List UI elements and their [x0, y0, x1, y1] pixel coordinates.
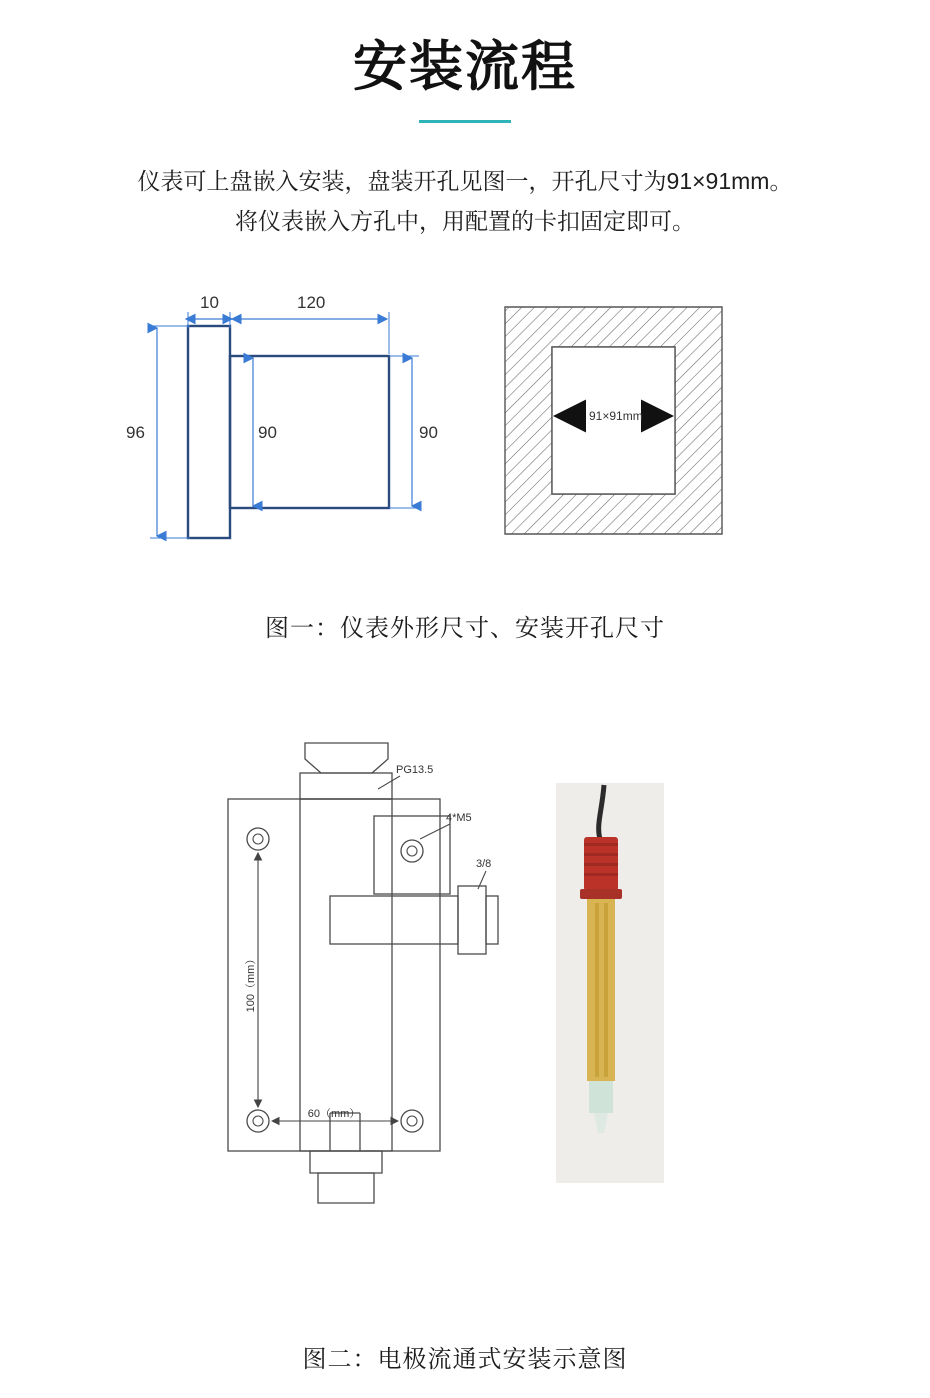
figure-two-graphic: [0, 721, 930, 1301]
electrode-photo: [556, 783, 664, 1183]
outlet-flange: [458, 886, 486, 954]
dim-label-body-height-right: 90: [419, 422, 438, 442]
mounting-screw-holes: [247, 828, 423, 1132]
leader-line-pg135: [378, 776, 400, 789]
dim-label-width: 60（mm）: [307, 1107, 361, 1120]
intro-paragraph: [75, 161, 855, 242]
screw-hole-top-right: [401, 840, 423, 862]
page-title: 安装流程: [353, 37, 577, 97]
screw-hole-bottom-right: [401, 1110, 423, 1132]
electrode-tip-collar: [589, 1081, 613, 1113]
label-screws: 4*M5: [446, 811, 472, 824]
dim-label-bezel-height: 96: [126, 422, 145, 442]
dim-label-body-height-left: 90: [258, 422, 277, 442]
figure-one-caption: 图一：仪表外形尺寸、安装开孔尺寸: [265, 614, 665, 642]
electrode-inner-rod-2: [604, 903, 608, 1077]
mounting-plate-outline: [228, 799, 440, 1151]
leader-line-screws: [420, 824, 450, 839]
outlet-thread-3-8: [486, 896, 498, 944]
bottom-stub-lower: [318, 1173, 374, 1203]
dim-label-depth-front: 10: [200, 293, 219, 312]
figure-two-caption: 图二：电极流通式安装示意图: [302, 1345, 628, 1373]
meter-body-outline: [230, 356, 389, 508]
cap-thread-4: [584, 873, 618, 876]
screw-hole-top-right-inner: [407, 846, 417, 856]
electrode-glass-body: [587, 899, 615, 1081]
cap-thread-3: [584, 863, 618, 866]
outlet-branch: [330, 896, 458, 944]
screw-hole-top-left: [247, 828, 269, 850]
figure-one-graphic: [0, 294, 930, 594]
flow-cell-body-outline: [300, 799, 392, 1151]
meter-bezel-outline: [188, 326, 230, 538]
figure-two-svg: [0, 721, 930, 1281]
intro-line-2: 将仪表嵌入方孔中，用配置的卡扣固定即可。: [235, 208, 695, 235]
cap-shoulder: [580, 889, 622, 899]
screw-hole-bottom-right-inner: [407, 1116, 417, 1126]
intro-line-1: 仪表可上盘嵌入安装，盘装开孔见图一，开孔尺寸为91×91mm。: [137, 168, 793, 195]
cap-thread-2: [584, 853, 618, 856]
bottom-stub-upper: [310, 1151, 382, 1173]
cap-thread-1: [584, 843, 618, 846]
dim-label-height: 100（mm）: [245, 953, 257, 1012]
label-thread: 3/8: [476, 857, 492, 870]
screw-hole-bottom-left-inner: [253, 1116, 263, 1126]
dim-label-panel-cutout: 91×91mm: [589, 408, 643, 423]
sensor-port-block: [374, 816, 450, 894]
screw-hole-bottom-left: [247, 1110, 269, 1132]
figure-one-svg: [0, 294, 930, 594]
flow-cell-top-cap: [305, 743, 388, 773]
title-underline-divider: [419, 120, 511, 123]
label-cable-gland: PG13.5: [396, 763, 434, 776]
flow-cell-top-collar: [300, 773, 392, 799]
electrode-inner-rod-1: [595, 903, 599, 1077]
screw-hole-top-left-inner: [253, 834, 263, 844]
dim-label-depth-body: 120: [297, 293, 326, 312]
